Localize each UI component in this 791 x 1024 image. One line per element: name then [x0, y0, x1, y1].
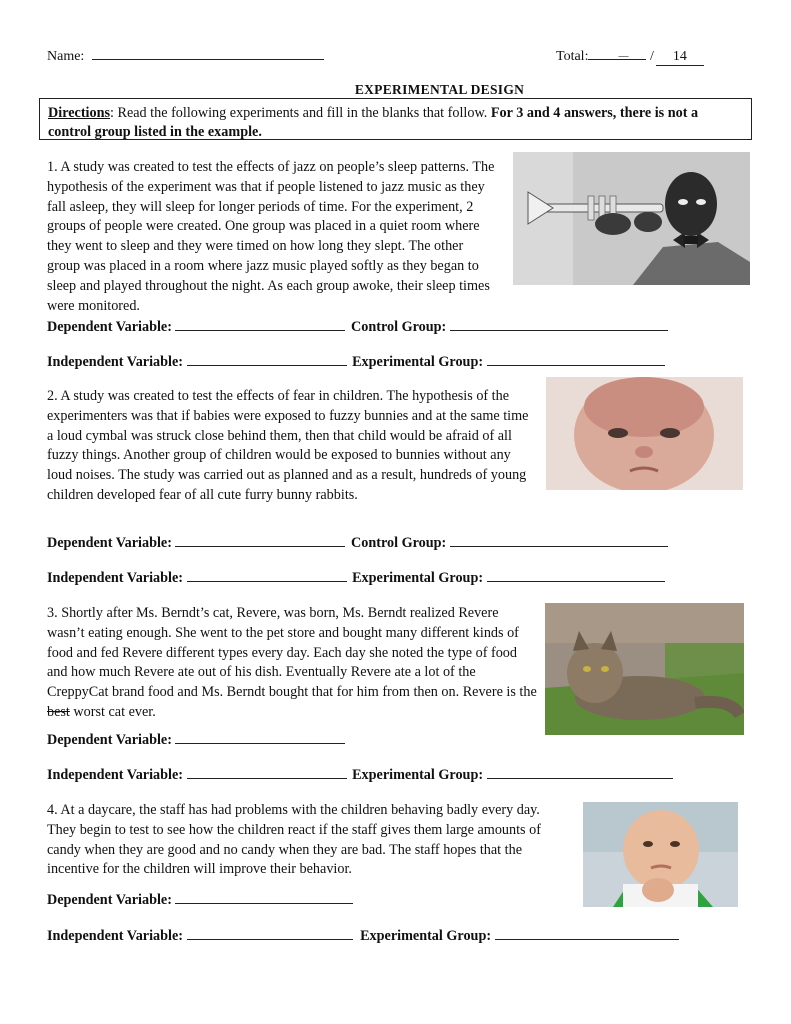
toddler-photo: [583, 802, 738, 907]
q3-experimental-blank[interactable]: [487, 766, 673, 779]
q4-experimental-label: Experimental Group:: [360, 928, 492, 944]
question-2-text: 2. A study was created to test the effects of fear in children. The hypothesis of the experimenters was that if babies were exposed to fuzzy bunnies and at the same time a loud cymbal was struck close behind them, then that child would be afraid of all fuzzy things. Another group of children would be exposed to bunnies without any loud noises. The study was carried out as planned and as a result, hundreds of young children developed fear of all cute furry bunny rabbits.: [47, 388, 529, 503]
question-1-text: 1. A study was created to test the effects of jazz on people’s sleep patterns. The hypothesis of the experiment was that if people listened to jazz music as they fall asleep, they will sleep for longer periods of time. For the experiment, 2 groups of people were created. One group was placed in a quiet room where they went to sleep and they were timed on how long they slept. The other group was placed in a room where jazz music played softly as they began to sleep and played throughout the night. As each group awoke, their sleep times were monitored.: [47, 159, 495, 314]
directions-label: Directions: [48, 105, 110, 121]
cat-photo: [545, 603, 744, 735]
directions-box: [39, 98, 752, 140]
name-field: [47, 47, 324, 65]
total-slash: /: [649, 49, 654, 64]
total-label: Total:: [556, 49, 589, 64]
q4-independent-blank[interactable]: [187, 927, 353, 940]
directions-body: : Read the following experiments and fill in the blanks that follow.: [110, 105, 491, 121]
total-max-value: 14: [672, 49, 687, 64]
q2-dependent-label: Dependent Variable:: [47, 535, 172, 551]
question-4-text: 4. At a daycare, the staff has had problems with the children behaving badly every day. They begin to test to see how the children react if the staff gives them large amounts of candy when they are good and no candy when they are bad. The staff hopes that the incentive for the children will improve their behavior.: [47, 802, 541, 878]
toddler-image: [583, 802, 738, 907]
name-blank[interactable]: [92, 47, 324, 60]
baby-image: [546, 377, 743, 490]
question-3-text: [47, 604, 537, 723]
q2-experimental-label: Experimental Group:: [352, 570, 484, 586]
q1-experimental-label: Experimental Group:: [352, 354, 484, 370]
q2-control-label: Control Group:: [351, 535, 447, 551]
total-max: [656, 49, 704, 66]
q2-dependent-blank[interactable]: [175, 534, 345, 547]
total-field: [556, 47, 704, 66]
q2-independent-label: Independent Variable:: [47, 570, 183, 586]
q1-independent-blank[interactable]: [187, 353, 347, 366]
q4-dependent-label: Dependent Variable:: [47, 892, 172, 908]
q3-independent-row: [47, 766, 673, 784]
page-title: EXPERIMENTAL DESIGN: [354, 82, 525, 97]
q3-dependent-label: Dependent Variable:: [47, 732, 172, 748]
q3-independent-blank[interactable]: [187, 766, 347, 779]
cat-image: [545, 603, 744, 735]
q4-independent-label: Independent Variable:: [47, 928, 183, 944]
q3-experimental-label: Experimental Group:: [352, 767, 484, 783]
q4-dependent-row: [47, 891, 353, 909]
q3-struck-word: best: [47, 703, 70, 720]
name-label: Name:: [47, 49, 85, 64]
q3-text-before: 3. Shortly after Ms. Berndt’s cat, Revere, was born, Ms. Berndt realized Revere wasn’t eating enough. She went to the pet store and bought many different kinds of food and fed Revere different types every day. Each day she noted the type of food and how much Revere ate out of his dish. Eventually Revere ate a lot of the CreppyCat brand food and Ms. Berndt bought that for him from then on. Revere is the: [47, 605, 537, 701]
q2-experimental-blank[interactable]: [487, 569, 665, 582]
q2-control-blank[interactable]: [450, 534, 668, 547]
q4-independent-row: [47, 927, 679, 945]
directions-text: [48, 104, 743, 142]
q1-experimental-blank[interactable]: [487, 353, 665, 366]
q1-independent-row: [47, 353, 665, 371]
q3-text-after: worst cat ever.: [69, 703, 156, 720]
q3-dependent-row: [47, 731, 345, 749]
q2-independent-row: [47, 569, 665, 587]
q2-independent-blank[interactable]: [187, 569, 347, 582]
directions-note: For 3 and 4 answers, there is not a control group listed in the example.: [48, 105, 699, 140]
q1-independent-label: Independent Variable:: [47, 354, 183, 370]
q2-dependent-row: [47, 534, 668, 552]
q1-control-label: Control Group:: [351, 319, 447, 335]
q1-dependent-blank[interactable]: [175, 318, 345, 331]
total-score-blank[interactable]: __: [588, 47, 646, 60]
q3-dependent-blank[interactable]: [175, 731, 345, 744]
q1-dependent-label: Dependent Variable:: [47, 319, 172, 335]
q4-dependent-blank[interactable]: [175, 891, 353, 904]
trumpet-player-photo: [513, 152, 750, 285]
q1-dependent-row: [47, 318, 668, 336]
baby-photo: [546, 377, 743, 490]
q3-independent-label: Independent Variable:: [47, 767, 183, 783]
q1-control-blank[interactable]: [450, 318, 668, 331]
q4-experimental-blank[interactable]: [495, 927, 679, 940]
trumpet-player-image: [513, 152, 750, 285]
